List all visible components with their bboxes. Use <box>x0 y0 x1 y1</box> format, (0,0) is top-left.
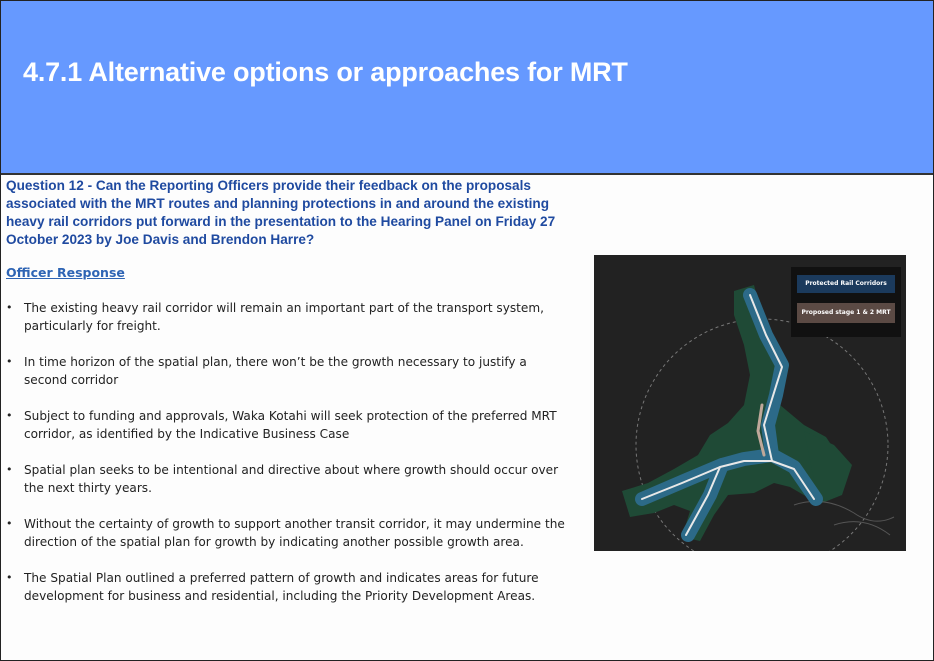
bullet-icon: • <box>6 355 13 368</box>
bullet-text: In time horizon of the spatial plan, there won’t be the growth necessary to justify a second corridor <box>24 355 527 387</box>
list-item <box>6 461 566 497</box>
bullet-icon: • <box>6 409 13 422</box>
bullet-text: The Spatial Plan outlined a preferred pattern of growth and indicates areas for future development for business and residential, including the Priority Development Areas. <box>24 571 539 603</box>
list-item <box>6 407 566 443</box>
bullet-icon: • <box>6 571 13 584</box>
legend-protected-corridors: Protected Rail Corridors <box>797 275 895 293</box>
bullet-icon: • <box>6 517 13 530</box>
bullet-text: The existing heavy rail corridor will remain an important part of the transport system, particularly for freight. <box>24 301 544 333</box>
officer-response-heading: Officer Response <box>6 265 125 280</box>
list-item <box>6 569 566 605</box>
bullet-text: Subject to funding and approvals, Waka Kotahi will seek protection of the preferred MRT corridor, as identified by the Indicative Business Case <box>24 409 557 441</box>
bullet-icon: • <box>6 463 13 476</box>
coastline <box>834 522 890 535</box>
corridor-map <box>594 255 906 551</box>
list-item <box>6 299 566 335</box>
page-title: 4.7.1 Alternative options or approaches for MRT <box>23 57 628 87</box>
question-text: Question 12 - Can the Reporting Officers provide their feedback on the proposals associated with the MRT routes and planning protections in and around the existing heavy rail corridors put forward in the presentation to the Hearing Panel on Friday 27 October 2023 by Joe Davis and Brendon Harre? <box>6 178 556 247</box>
bullet-text: Without the certainty of growth to support another transit corridor, it may undermine the direction of the spatial plan for growth by indicating another possible growth area. <box>24 517 565 549</box>
map-legend <box>791 267 901 337</box>
bullet-text: Spatial plan seeks to be intentional and directive about where growth should occur over the next thirty years. <box>24 463 559 495</box>
response-list <box>6 299 566 623</box>
list-item <box>6 515 566 551</box>
bullet-icon: • <box>6 301 13 314</box>
list-item <box>6 353 566 389</box>
slide-header <box>1 1 933 175</box>
coastline <box>794 501 894 521</box>
legend-proposed-mrt: Proposed stage 1 & 2 MRT <box>797 303 895 323</box>
